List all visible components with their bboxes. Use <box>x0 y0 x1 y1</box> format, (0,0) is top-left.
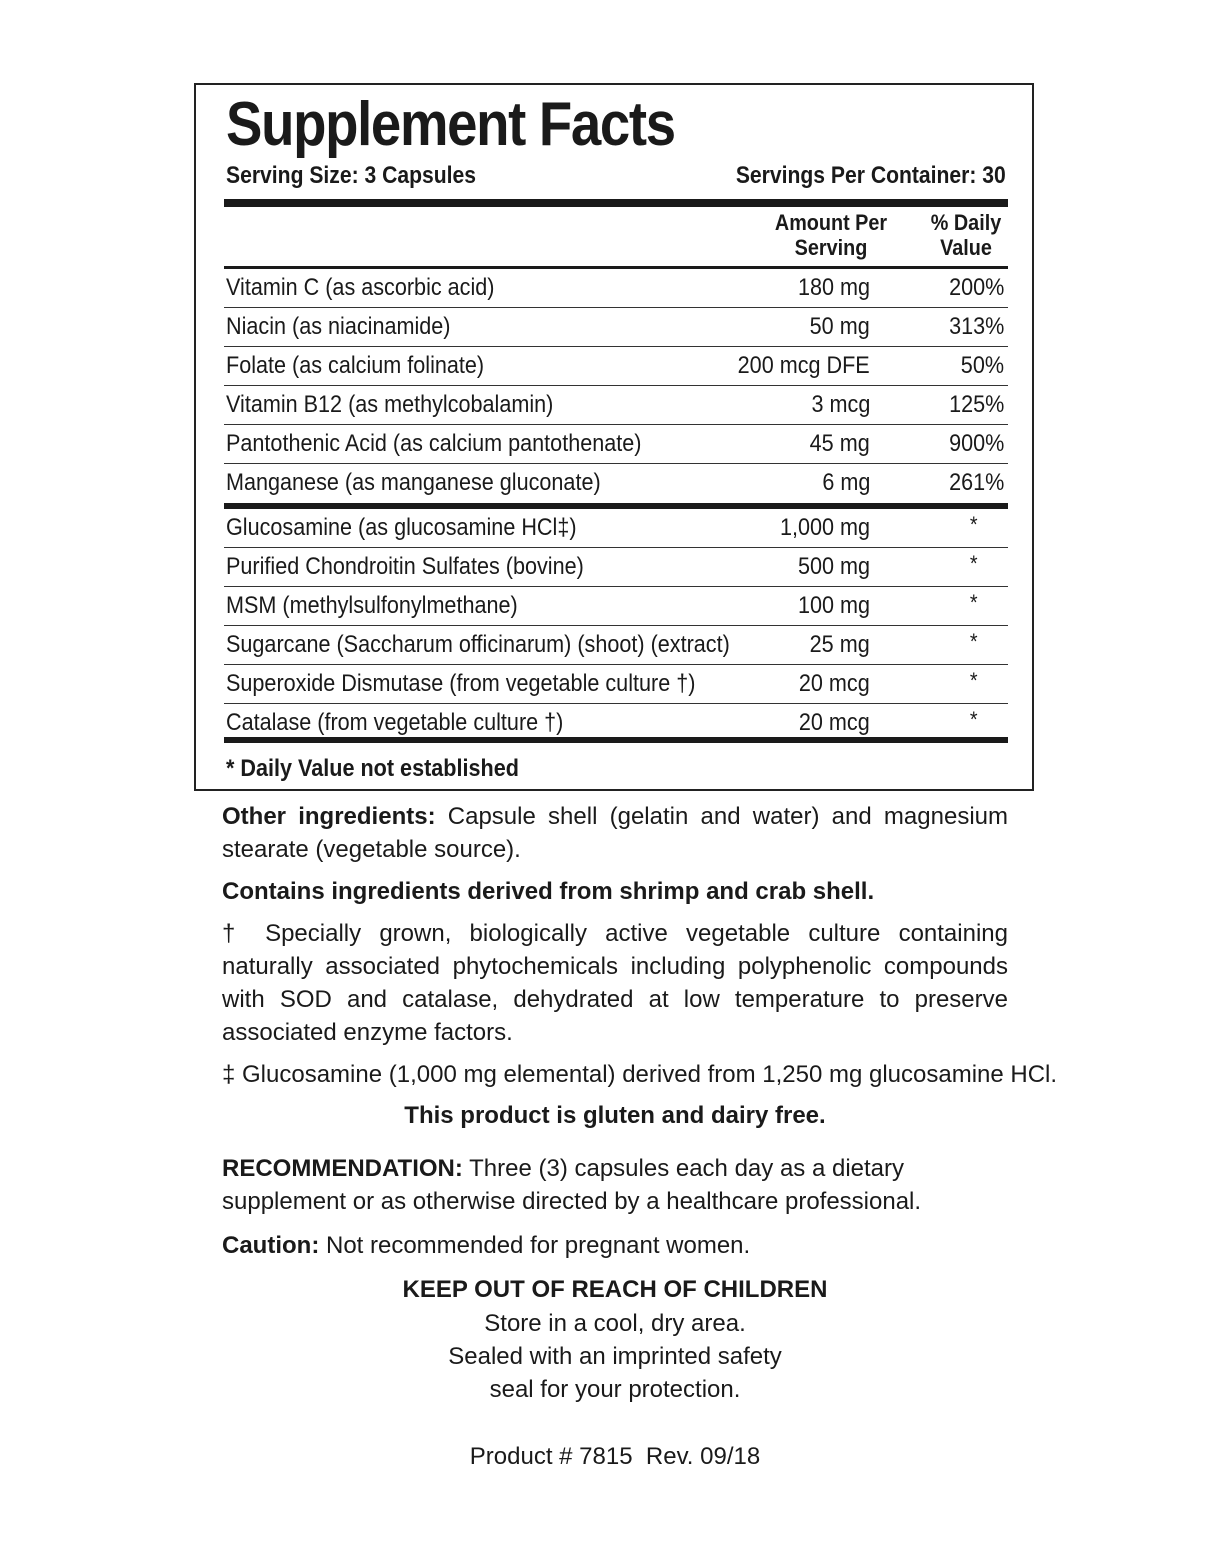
double-dagger-footnote: ‡ Glucosamine (1,000 mg elemental) derived from 1,250 mg glucosamine HCl. <box>222 1061 1058 1088</box>
other-ingredients <box>222 800 1008 866</box>
storage-line-1: Store in a cool, dry area. <box>484 1310 746 1337</box>
table-row <box>224 347 1008 386</box>
header-daily-value: % Daily Value <box>930 210 1002 260</box>
ingredient-amount: 20 mcg <box>799 670 870 697</box>
storage-line-3: seal for your protection. <box>489 1376 741 1403</box>
nutrient-name: Vitamin C (as ascorbic acid) <box>226 274 495 301</box>
ingredient-name: MSM (methylsulfonylmethane) <box>226 592 518 619</box>
other-ingredients-text: Capsule shell (gelatin and water) and magnesium stearate (vegetable source). <box>222 803 1008 863</box>
nutrient-table <box>224 269 1008 743</box>
ingredient-name: Catalase (from vegetable culture †) <box>226 709 564 736</box>
header-amount-per-serving: Amount Per Serving <box>774 210 888 260</box>
ingredient-amount: 20 mcg <box>799 709 870 736</box>
product-number: Product # 7815 Rev. 09/18 <box>469 1443 761 1470</box>
nutrient-amount: 45 mg <box>809 430 870 457</box>
table-row <box>224 626 1008 665</box>
ingredient-amount: 500 mg <box>797 553 870 580</box>
ingredient-daily-value: * <box>970 668 978 693</box>
dagger-footnote: † Specially grown, biologically active vegetable culture containing naturally associated phytochemicals including polyphenolic compounds with SOD and catalase, dehydrated at low temperature to preserve associated enzyme factors. <box>222 920 1008 1046</box>
top-rule <box>224 199 1008 207</box>
caution <box>222 1229 1008 1262</box>
nutrient-daily-value: 261% <box>948 469 1004 496</box>
table-row <box>224 509 1008 548</box>
nutrient-daily-value: 200% <box>948 274 1004 301</box>
storage-line-2: Sealed with an imprinted safety <box>448 1343 782 1370</box>
caution-label: Caution: <box>222 1232 320 1259</box>
panel-title: Supplement Facts <box>226 90 675 159</box>
nutrient-daily-value: 900% <box>948 430 1004 457</box>
recommendation-text: Three (3) capsules each day as a dietary supplement or as otherwise directed by a healthcare professional. <box>222 1155 922 1215</box>
daily-value-footnote: * Daily Value not established <box>226 755 519 782</box>
table-row <box>224 386 1008 425</box>
table-row <box>224 587 1008 626</box>
ingredient-daily-value: * <box>970 707 978 732</box>
ingredient-name: Purified Chondroitin Sulfates (bovine) <box>226 553 584 580</box>
table-row <box>224 665 1008 704</box>
ingredient-daily-value: * <box>970 512 978 537</box>
ingredient-daily-value: * <box>970 551 978 576</box>
table-row <box>224 269 1008 308</box>
nutrient-amount: 200 mcg DFE <box>737 352 870 379</box>
ingredient-amount: 25 mg <box>809 631 870 658</box>
servings-per-container: Servings Per Container: 30 <box>736 162 1006 189</box>
ingredient-amount: 1,000 mg <box>779 514 870 541</box>
table-row <box>224 425 1008 464</box>
nutrient-daily-value: 50% <box>960 352 1004 379</box>
gluten-dairy-free: This product is gluten and dairy free. <box>404 1102 826 1129</box>
table-row <box>224 308 1008 347</box>
ingredient-name: Glucosamine (as glucosamine HCl‡) <box>226 514 577 541</box>
ingredient-name: Sugarcane (Saccharum officinarum) (shoot) (extract) <box>226 631 730 658</box>
nutrient-amount: 180 mg <box>797 274 870 301</box>
recommendation <box>222 1152 1002 1218</box>
nutrient-daily-value: 125% <box>948 391 1004 418</box>
ingredient-daily-value: * <box>970 590 978 615</box>
nutrient-name: Vitamin B12 (as methylcobalamin) <box>226 391 554 418</box>
table-row <box>224 704 1008 743</box>
supplement-facts-panel <box>194 83 1034 791</box>
nutrient-name: Manganese (as manganese gluconate) <box>226 469 601 496</box>
ingredient-amount: 100 mg <box>797 592 870 619</box>
nutrient-amount: 50 mg <box>809 313 870 340</box>
nutrient-amount: 6 mg <box>821 469 870 496</box>
serving-size: Serving Size: 3 Capsules <box>226 162 477 189</box>
keep-out-warning: KEEP OUT OF REACH OF CHILDREN <box>402 1276 828 1303</box>
nutrient-name: Folate (as calcium folinate) <box>226 352 485 379</box>
allergen-statement: Contains ingredients derived from shrimp and crab shell. <box>222 878 875 905</box>
nutrient-name: Niacin (as niacinamide) <box>226 313 451 340</box>
nutrient-daily-value: 313% <box>948 313 1004 340</box>
table-row <box>224 548 1008 587</box>
caution-text: Not recommended for pregnant women. <box>319 1232 751 1259</box>
table-row <box>224 464 1008 509</box>
ingredient-daily-value: * <box>970 629 978 654</box>
other-ingredients-label: Other ingredients: <box>222 803 436 830</box>
nutrient-name: Pantothenic Acid (as calcium pantothenate) <box>226 430 642 457</box>
recommendation-label: RECOMMENDATION: <box>222 1155 463 1182</box>
nutrient-amount: 3 mcg <box>811 391 870 418</box>
ingredient-name: Superoxide Dismutase (from vegetable culture †) <box>226 670 696 697</box>
